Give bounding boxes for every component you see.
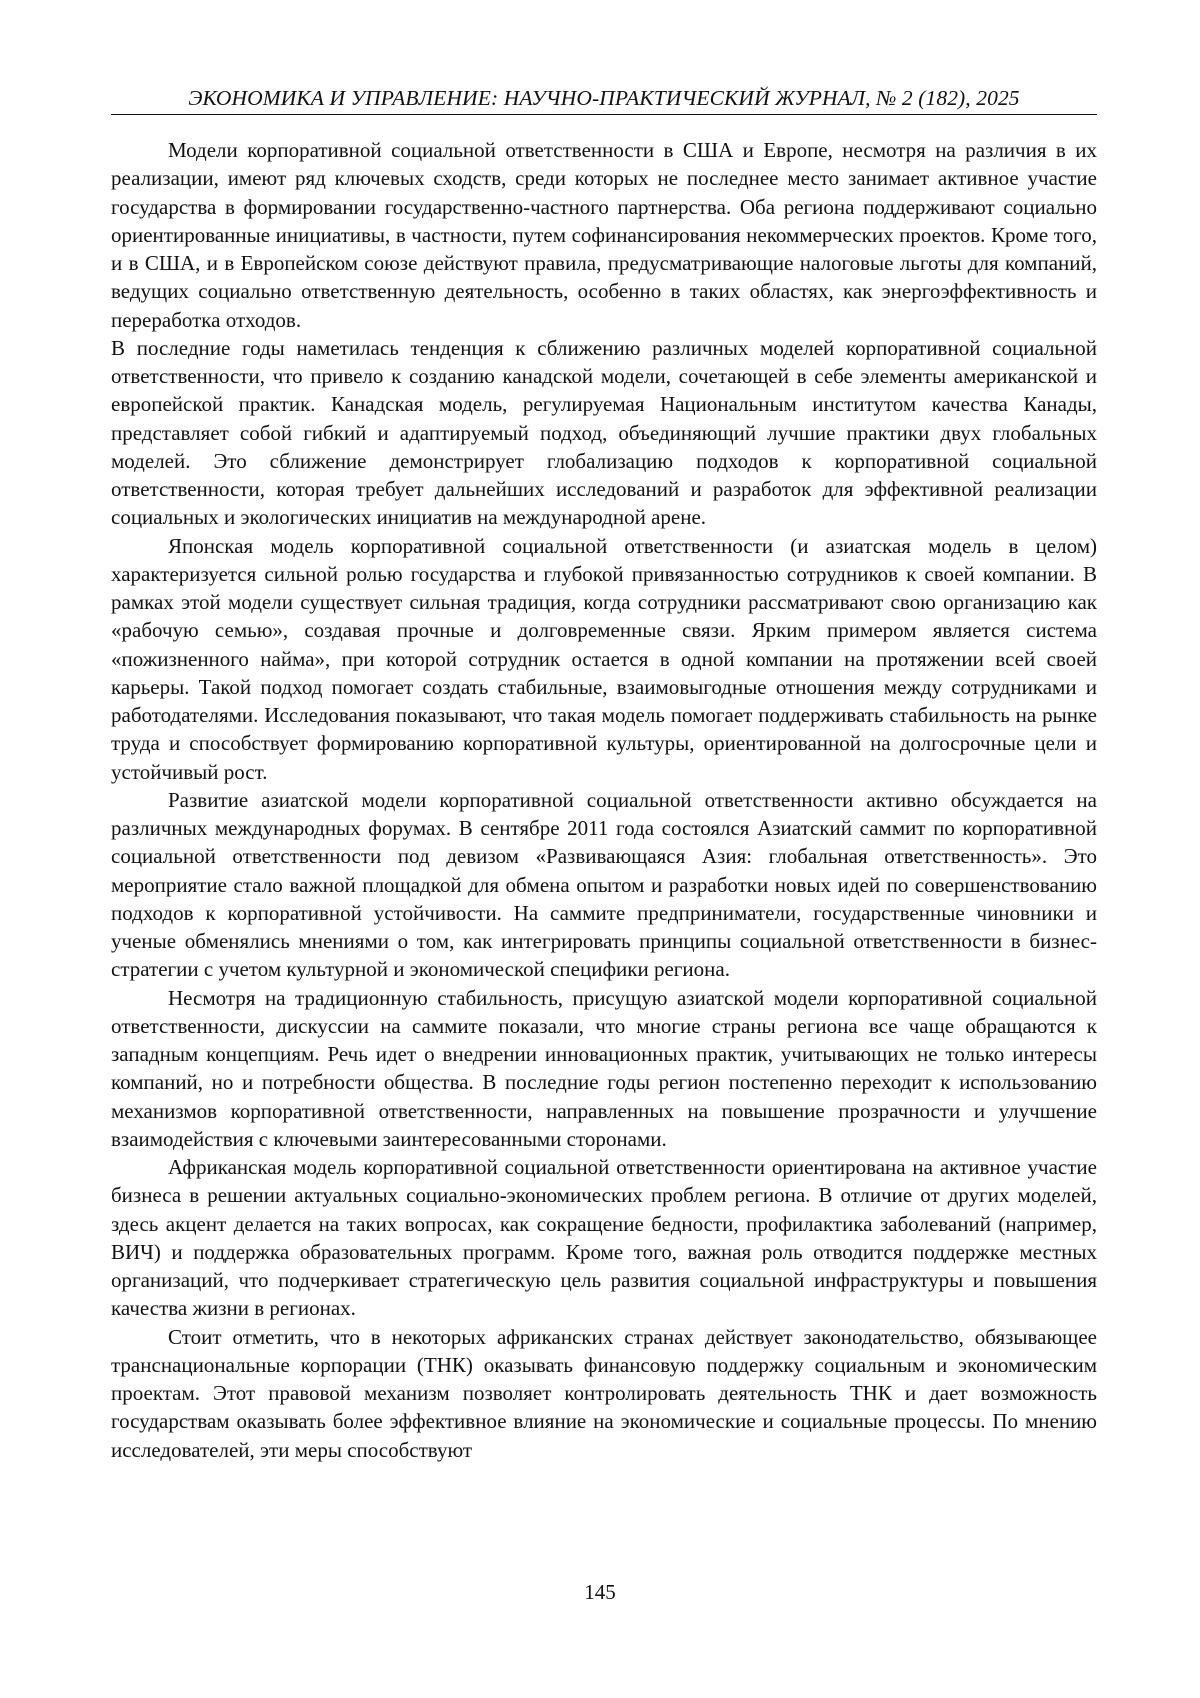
running-header: ЭКОНОМИКА И УПРАВЛЕНИЕ: НАУЧНО-ПРАКТИЧЕСКИЙ ЖУРНАЛ, № 2 (182), 2025 (111, 84, 1097, 112)
paragraph-4: Развитие азиатской модели корпоративной социальной ответственности активно обсужда­ется на различных международных форумах. В сентябре 2011 года состоялся Азиатский саммит по корпоративной социальной ответственности под девизом «Развивающаяся Азия: глобальная ответственность». Это мероприятие стало важной площадкой для обмена опытом и разработки новых идей по совершенствованию подходов к корпоративной устойчивости. На саммите пред­приниматели, государственные чиновники и ученые обменялись мнениями о том, как интегри­ровать принципы социальной ответственности в бизнес-стратегии с учетом культурной и эко­номической специфики региона. (111, 786, 1097, 984)
paragraph-3: Японская модель корпоративной социальной ответственности (и азиатская модель в це­лом) характеризуется сильной ролью государства и глубокой привязанностью сотрудников к своей компании. В рамках этой модели существует сильная традиция, когда сотрудники рас­сматривают свою организацию как «рабочую семью», создавая прочные и долговременные свя­зи. Ярким примером является система «пожизненного найма», при которой сотрудник остается в одной компании на протяжении всей своей карьеры. Такой подход помогает создать стабиль­ные, взаимовыгодные отношения между сотрудниками и работодателями. Исследования пока­зывают, что такая модель помогает поддерживать стабильность на рынке труда и способствует формированию корпоративной культуры, ориентированной на долгосрочные цели и устойчи­вый рост. (111, 532, 1097, 786)
paragraph-1: Модели корпоративной социальной ответственности в США и Европе, несмотря на разли­чия в их реализации, имеют ряд ключевых сходств, среди которых не последнее место занимает активное участие государства в формировании государственно-частного партнерства. Оба ре­гиона поддерживают социально ориентированные инициативы, в частности, путем софинанси­рования некоммерческих проектов. Кроме того, и в США, и в Европейском союзе действуют правила, предусматривающие налоговые льготы для компаний, ведущих социально ответствен­ную деятельность, особенно в таких областях, как энергоэффективность и переработка отходов. (111, 136, 1097, 334)
article-body (111, 136, 1097, 1464)
header-divider (111, 114, 1097, 115)
paragraph-2: В последние годы наметилась тенденция к сближению различных моделей корпоративной со­циальной ответственности, что привело к созданию канадской модели, сочетающей в себе эле­менты американской и европейской практик. Канадская модель, регулируемая Национальным институтом качества Канады, представляет собой гибкий и адаптируемый подход, объединяю­щий лучшие практики двух глобальных моделей. Это сближение демонстрирует глобализацию подходов к корпоративной социальной ответственности, которая требует дальнейших исследо­ваний и разработок для эффективной реализации социальных и экологических инициатив на международной арене. (111, 334, 1097, 532)
paragraph-7: Стоит отметить, что в некоторых африканских странах действует законодательство, обя­зывающее транснациональные корпорации (ТНК) оказывать финансовую поддержку социаль­ным и экономическим проектам. Этот правовой механизм позволяет контролировать деятель­ность ТНК и дает возможность государствам оказывать более эффективное влияние на эконо­мические и социальные процессы. По мнению исследователей, эти меры способствуют (111, 1323, 1097, 1464)
paragraph-5: Несмотря на традиционную стабильность, присущую азиатской модели корпоративной социальной ответственности, дискуссии на саммите показали, что многие страны региона все чаще обращаются к западным концепциям. Речь идет о внедрении инновационных практик, учитывающих не только интересы компаний, но и потребности общества. В последние годы регион постепенно переходит к использованию механизмов корпоративной ответственности, направленных на повышение прозрачности и улучшение взаимодействия с ключевыми заинте­ресованными сторонами. (111, 984, 1097, 1154)
page-number: 145 (0, 1578, 1200, 1606)
journal-page (0, 0, 1200, 1698)
paragraph-6: Африканская модель корпоративной социальной ответственности ориентирована на ак­тивное участие бизнеса в решении актуальных социально-экономических проблем региона. В отличие от других моделей, здесь акцент делается на таких вопросах, как сокращение бедности, профилактика заболеваний (например, ВИЧ) и поддержка образовательных программ. Кроме того, важная роль отводится поддержке местных организаций, что подчеркивает стратегиче­скую цель развития социальной инфраструктуры и повышения качества жизни в регионах. (111, 1153, 1097, 1323)
